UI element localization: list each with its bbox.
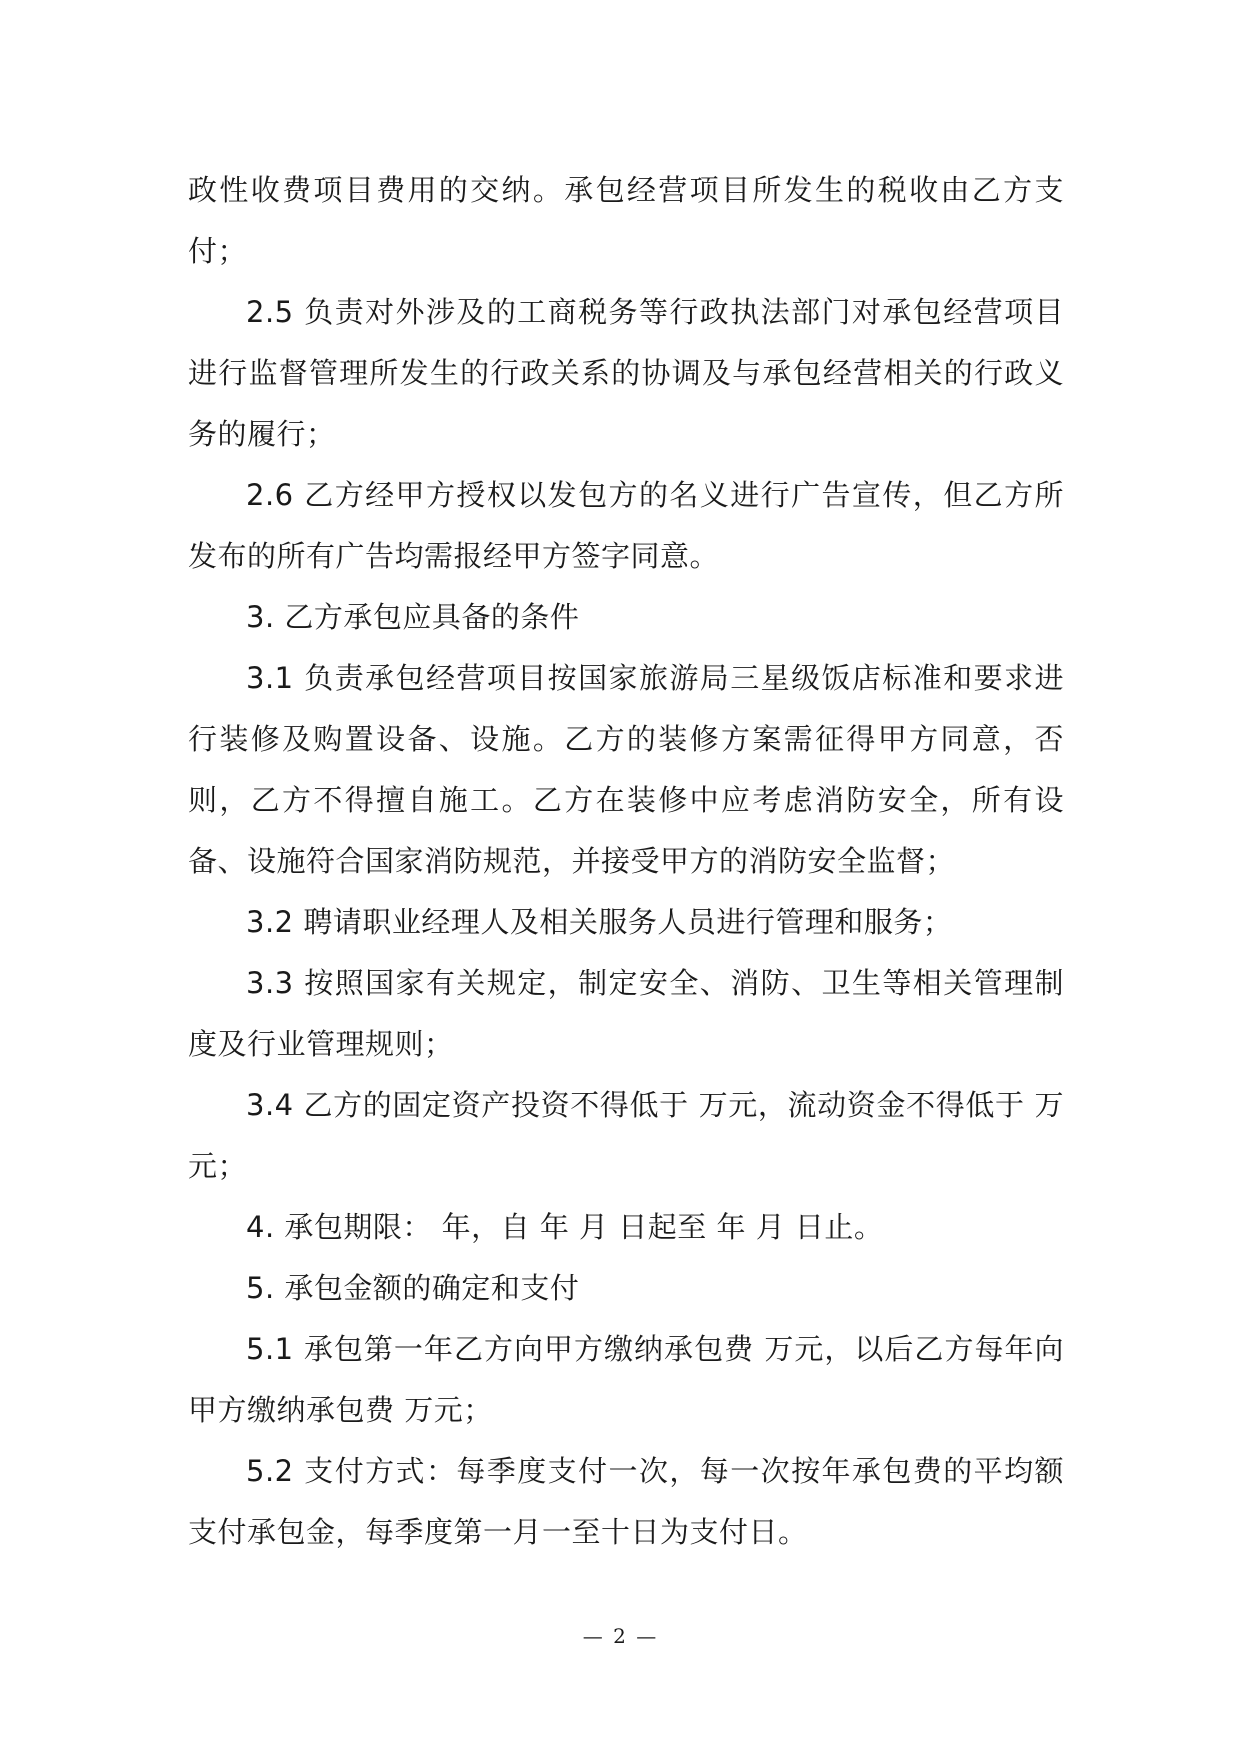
section-heading-3: 3. 乙方承包应具备的条件 xyxy=(246,600,580,634)
section-heading-5: 5. 承包金额的确定和支付 xyxy=(246,1271,580,1305)
paragraph-2-5: 2.5 负责对外涉及的工商税务等行政执法部门对承包经营项目进行监督管理所发生的行政关系的协调及与承包经营相关的行政义务的履行； xyxy=(188,295,1064,451)
document-body xyxy=(188,160,1064,1563)
paragraph-3-1: 3.1 负责承包经营项目按国家旅游局三星级饭店标准和要求进行装修及购置设备、设施。乙方的装修方案需征得甲方同意，否则，乙方不得擅自施工。乙方在装修中应考虑消防安全，所有设备、设施符合国家消防规范，并接受甲方的消防安全监督； xyxy=(188,661,1064,878)
section-heading-4: 4. 承包期限： 年，自 年 月 日起至 年 月 日止。 xyxy=(246,1210,884,1244)
paragraph-5-1: 5.1 承包第一年乙方向甲方缴纳承包费 万元，以后乙方每年向甲方缴纳承包费 万元； xyxy=(188,1332,1064,1427)
page-number: — 2 — xyxy=(582,1624,659,1648)
paragraph-continuation: 政性收费项目费用的交纳。承包经营项目所发生的税收由乙方支付； xyxy=(188,173,1064,268)
paragraph-3-3: 3.3 按照国家有关规定，制定安全、消防、卫生等相关管理制度及行业管理规则； xyxy=(188,966,1064,1061)
paragraph-3-2: 3.2 聘请职业经理人及相关服务人员进行管理和服务； xyxy=(246,905,953,939)
paragraph-2-6: 2.6 乙方经甲方授权以发包方的名义进行广告宣传，但乙方所发布的所有广告均需报经甲方签字同意。 xyxy=(188,478,1064,573)
paragraph-5-2: 5.2 支付方式：每季度支付一次，每一次按年承包费的平均额支付承包金，每季度第一月一至十日为支付日。 xyxy=(188,1454,1064,1549)
paragraph-3-4: 3.4 乙方的固定资产投资不得低于 万元，流动资金不得低于 万元； xyxy=(188,1088,1064,1183)
